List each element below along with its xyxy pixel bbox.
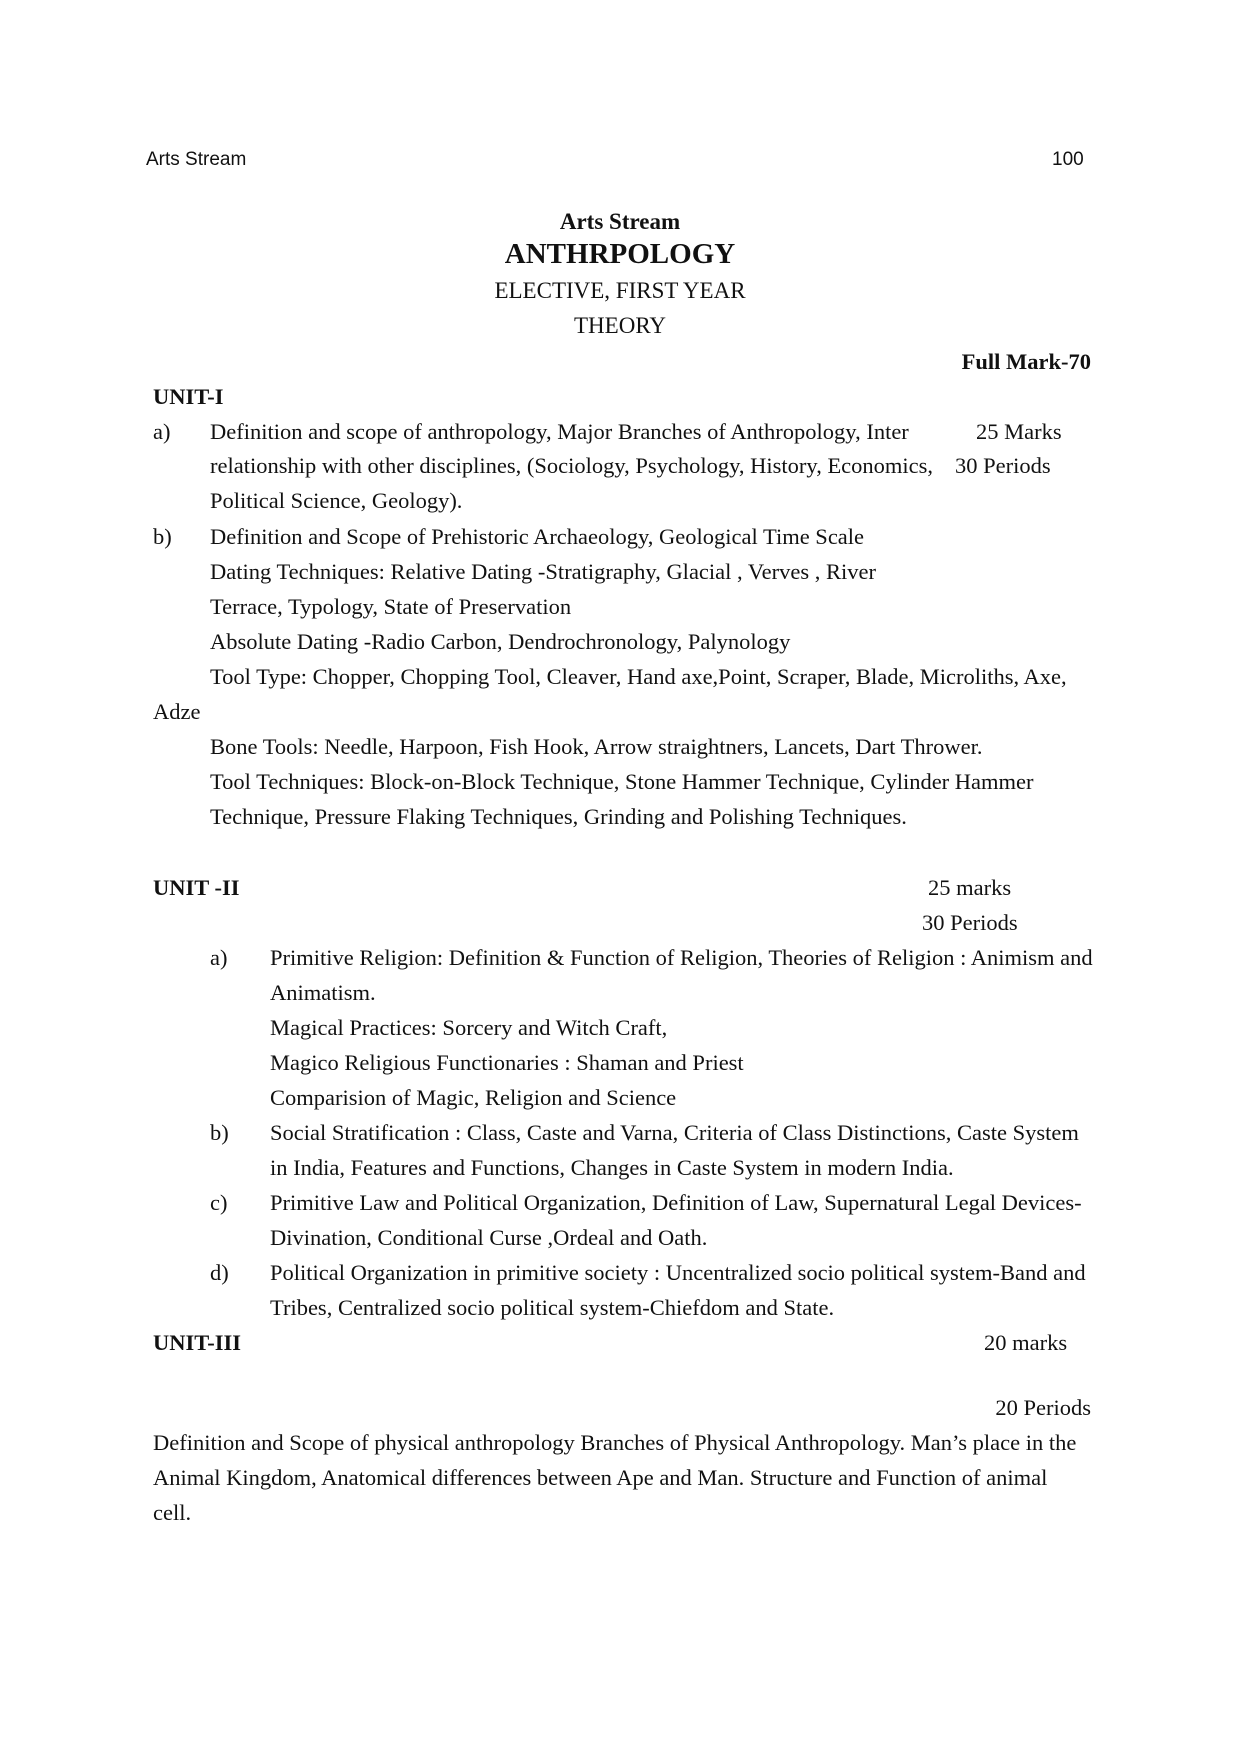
subject-title: ANTHRPOLOGY xyxy=(504,238,736,270)
unit-1-item-b-line: Technique, Pressure Flaking Techniques, Grinding and Polishing Techniques. xyxy=(210,804,907,829)
unit-2-item-d-line: Political Organization in primitive society : Uncentralized socio political system-Band and xyxy=(270,1260,1086,1285)
unit-1-item-b-line: Adze xyxy=(153,699,201,724)
unit-1-item-b-line: Absolute Dating -Radio Carbon, Dendrochronology, Palynology xyxy=(210,629,791,654)
unit-2-item-a-label: a) xyxy=(210,945,228,970)
unit-2-item-c-label: c) xyxy=(210,1190,228,1215)
unit-1-heading: UNIT-I xyxy=(153,384,224,409)
unit-2-item-c-line: Divination, Conditional Curse ,Ordeal and Oath. xyxy=(270,1225,708,1250)
unit-1-item-b-line: Terrace, Typology, State of Preservation xyxy=(210,594,572,619)
unit-3-periods: 20 Periods xyxy=(995,1395,1091,1420)
unit-2-marks: 25 marks xyxy=(928,875,1012,900)
running-header-title: Arts Stream xyxy=(146,149,247,170)
unit-1-marks: 25 Marks xyxy=(976,419,1062,444)
unit-2-item-c-line: Primitive Law and Political Organization, Definition of Law, Supernatural Legal Devices- xyxy=(270,1190,1082,1215)
unit-2-item-d-label: d) xyxy=(210,1260,229,1285)
unit-1-item-b-line: Definition and Scope of Prehistoric Archaeology, Geological Time Scale xyxy=(210,524,865,549)
unit-1-item-a-label: a) xyxy=(153,419,171,444)
unit-1-item-b-line: Dating Techniques: Relative Dating -Stratigraphy, Glacial , Verves , River xyxy=(210,559,876,584)
unit-1-item-a-line: relationship with other disciplines, (Sociology, Psychology, History, Economics, xyxy=(210,453,934,478)
unit-2-item-d-line: Tribes, Centralized socio political system-Chiefdom and State. xyxy=(270,1295,835,1320)
unit-1-item-b-line: Tool Techniques: Block-on-Block Technique, Stone Hammer Technique, Cylinder Hammer xyxy=(210,769,1034,794)
page-number: 100 xyxy=(1052,149,1084,170)
unit-1-periods: 30 Periods xyxy=(955,453,1051,478)
unit-2-item-b-line: in India, Features and Functions, Changes in Caste System in modern India. xyxy=(270,1155,954,1180)
unit-2-item-a-line: Primitive Religion: Definition & Function of Religion, Theories of Religion : Animism and xyxy=(270,945,1093,970)
unit-2-heading: UNIT -II xyxy=(153,875,240,900)
unit-1-item-b-line: Tool Type: Chopper, Chopping Tool, Cleaver, Hand axe,Point, Scraper, Blade, Microliths, Axe, xyxy=(210,664,1067,689)
unit-2-periods: 30 Periods xyxy=(922,910,1018,935)
full-mark: Full Mark-70 xyxy=(961,349,1091,374)
unit-2-item-a-line: Magical Practices: Sorcery and Witch Craft, xyxy=(270,1015,668,1040)
unit-2-item-a-line: Comparision of Magic, Religion and Science xyxy=(270,1085,677,1110)
unit-1-item-b-line: Bone Tools: Needle, Harpoon, Fish Hook, Arrow straightners, Lancets, Dart Thrower. xyxy=(210,734,983,759)
stream-title: Arts Stream xyxy=(559,209,681,234)
part-title: THEORY xyxy=(574,313,666,338)
unit-2-item-a-line: Animatism. xyxy=(270,980,376,1005)
unit-3-heading: UNIT-III xyxy=(153,1330,241,1355)
unit-2-item-b-label: b) xyxy=(210,1120,229,1145)
unit-3-body-line: Definition and Scope of physical anthropology Branches of Physical Anthropology. Man’s place in the xyxy=(153,1430,1077,1455)
course-title: ELECTIVE, FIRST YEAR xyxy=(494,278,746,303)
unit-1-item-b-label: b) xyxy=(153,524,172,549)
unit-2-item-b-line: Social Stratification : Class, Caste and Varna, Criteria of Class Distinctions, Caste System xyxy=(270,1120,1079,1145)
unit-2-item-a-line: Magico Religious Functionaries : Shaman and Priest xyxy=(270,1050,744,1075)
unit-3-body-line: cell. xyxy=(153,1500,192,1525)
unit-3-marks: 20 marks xyxy=(984,1330,1068,1355)
unit-1-item-a-line: Definition and scope of anthropology, Major Branches of Anthropology, Inter xyxy=(210,419,909,444)
unit-1-item-a-line: Political Science, Geology). xyxy=(210,488,463,513)
unit-3-body-line: Animal Kingdom, Anatomical differences between Ape and Man. Structure and Function of animal xyxy=(153,1465,1048,1490)
